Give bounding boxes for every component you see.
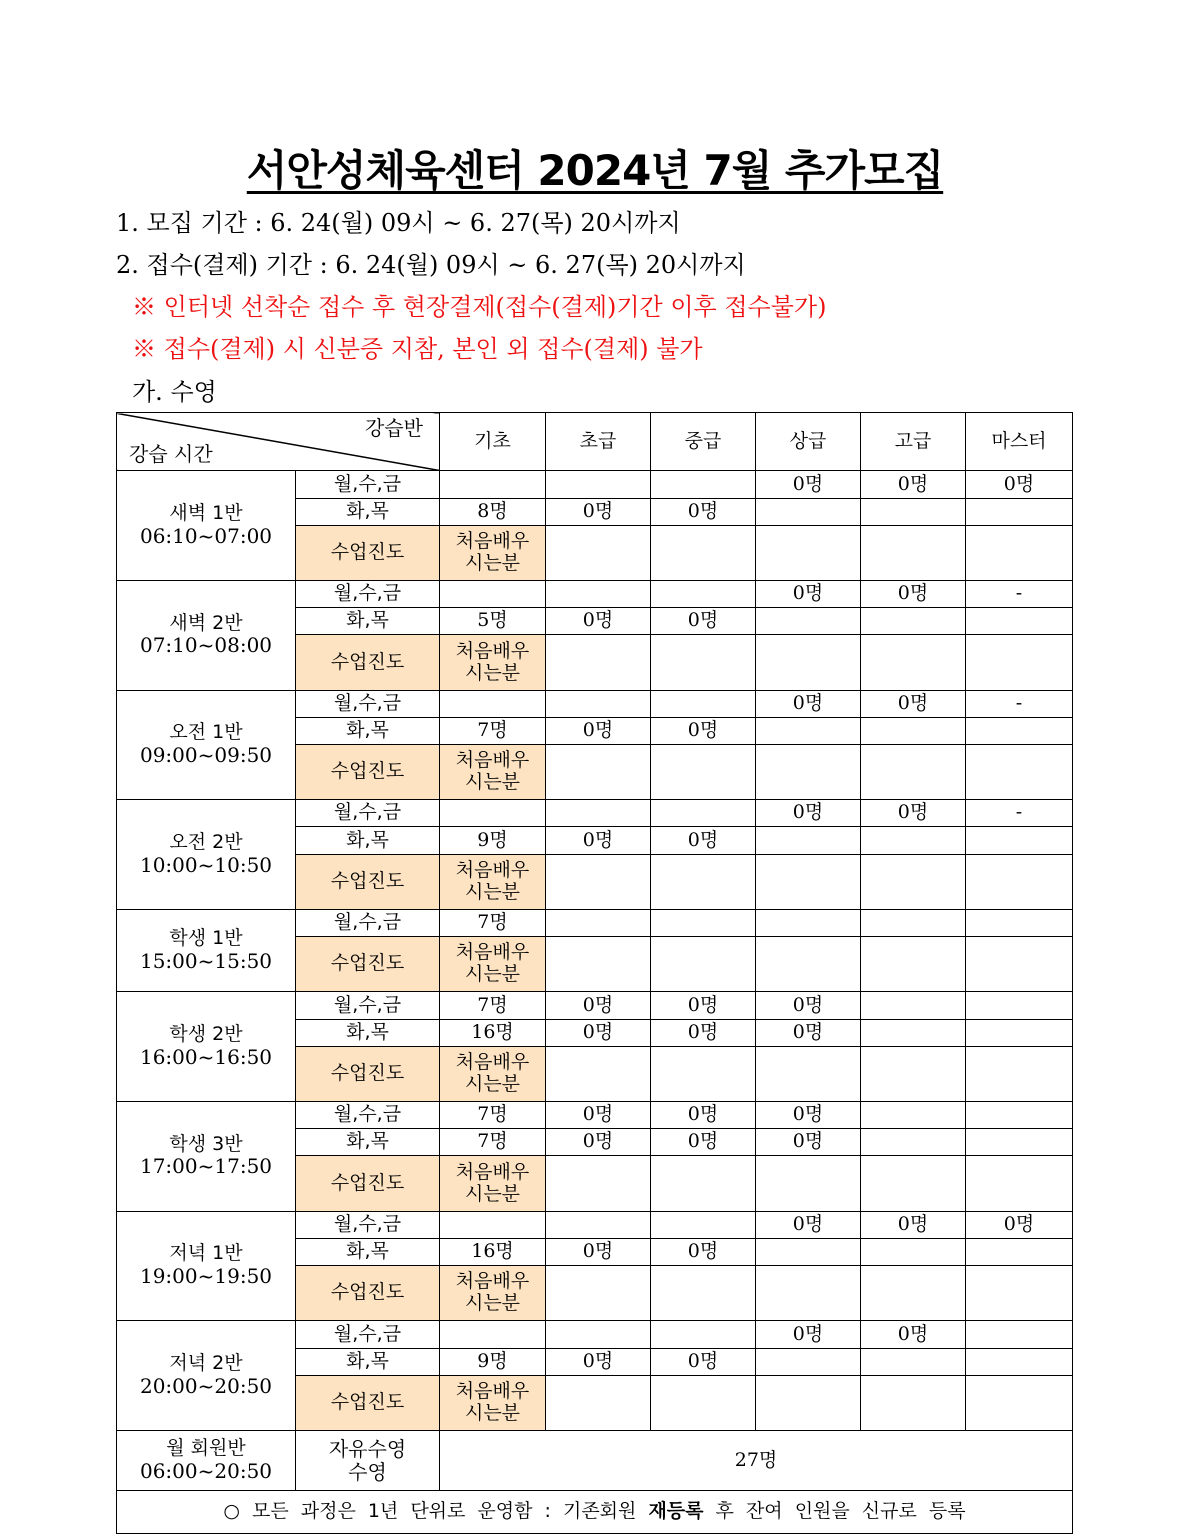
class-name: 새벽 1반 <box>169 501 243 524</box>
empty-cell <box>651 1266 756 1321</box>
empty-cell <box>861 1156 966 1211</box>
count-cell <box>440 581 546 608</box>
empty-cell <box>756 1156 861 1211</box>
count-cell <box>966 1019 1073 1046</box>
class-name: 학생 1반 <box>169 926 243 949</box>
count-cell: 0명 <box>546 1348 651 1375</box>
class-time: 19:00~19:50 <box>139 1264 273 1289</box>
count-cell: 7명 <box>440 992 546 1019</box>
monthly-type: 자유수영 <box>328 1436 407 1461</box>
recruit-period: 1. 모집 기간 : 6. 24(월) 09시 ~ 6. 27(목) 20시까지 <box>116 209 681 237</box>
level-header: 초급 <box>546 413 651 471</box>
count-cell: 0명 <box>861 800 966 827</box>
table-row <box>117 800 1073 827</box>
class-time: 10:00~10:50 <box>139 852 273 877</box>
count-cell: 0명 <box>756 1129 861 1156</box>
level-header: 마스터 <box>966 413 1073 471</box>
count-cell <box>546 909 651 936</box>
empty-cell <box>546 1266 651 1321</box>
level-header: 중급 <box>651 413 756 471</box>
count-cell: 0명 <box>756 1321 861 1348</box>
day-cell: 화,목 <box>296 1238 440 1265</box>
count-cell: 0명 <box>546 1238 651 1265</box>
count-cell <box>651 471 756 498</box>
payment-period: 2. 접수(결제) 기간 : 6. 24(월) 09시 ~ 6. 27(목) 20시까지 <box>116 251 746 279</box>
count-cell <box>440 690 546 717</box>
empty-cell <box>861 937 966 992</box>
day-cell: 월,수,금 <box>296 581 440 608</box>
progress-label: 수업진도 <box>296 1375 440 1430</box>
empty-cell <box>861 1046 966 1101</box>
progress-text: 처음배우 <box>455 749 530 772</box>
level-header: 고급 <box>861 413 966 471</box>
count-cell <box>440 1211 546 1238</box>
count-cell: 0명 <box>651 1129 756 1156</box>
table-row <box>117 1321 1073 1348</box>
class-name: 학생 2반 <box>169 1022 243 1045</box>
count-cell: 0명 <box>546 1129 651 1156</box>
count-cell: 0명 <box>651 1348 756 1375</box>
progress-text: 시는분 <box>464 661 521 684</box>
empty-cell <box>966 1375 1073 1430</box>
count-cell: 0명 <box>546 827 651 854</box>
progress-label: 수업진도 <box>296 1156 440 1211</box>
table-row <box>117 1211 1073 1238</box>
progress-value <box>440 744 546 799</box>
count-cell: 16명 <box>440 1238 546 1265</box>
day-cell: 월,수,금 <box>296 909 440 936</box>
progress-value <box>440 525 546 580</box>
monthly-name: 월 회원반 <box>166 1436 246 1459</box>
class-time: 20:00~20:50 <box>139 1373 273 1398</box>
empty-cell <box>861 854 966 909</box>
count-cell <box>756 827 861 854</box>
table-row <box>117 690 1073 717</box>
progress-text: 처음배우 <box>455 1380 530 1403</box>
count-cell: - <box>966 581 1073 608</box>
count-cell: 0명 <box>756 800 861 827</box>
empty-cell <box>546 525 651 580</box>
count-cell: 9명 <box>440 1348 546 1375</box>
class-time: 09:00~09:50 <box>139 743 273 767</box>
count-cell <box>651 800 756 827</box>
count-cell <box>546 581 651 608</box>
day-cell: 화,목 <box>296 498 440 525</box>
empty-cell <box>756 1046 861 1101</box>
class-name: 오전 1반 <box>169 721 243 744</box>
count-cell <box>756 717 861 744</box>
progress-text: 처음배우 <box>455 858 530 881</box>
footer-note <box>117 1491 1073 1534</box>
count-cell: 0명 <box>861 471 966 498</box>
class-name-cell <box>117 690 296 800</box>
empty-cell <box>546 854 651 909</box>
class-name-cell <box>117 909 296 992</box>
count-cell <box>756 498 861 525</box>
count-cell: 0명 <box>756 1102 861 1129</box>
empty-cell <box>651 525 756 580</box>
count-cell: 0명 <box>756 581 861 608</box>
class-name-cell <box>117 992 296 1102</box>
count-cell <box>966 717 1073 744</box>
monthly-time: 06:00~20:50 <box>139 1458 273 1483</box>
count-cell <box>861 1238 966 1265</box>
footer-note-text: 후 잔여 인원을 신규로 등록 <box>715 1500 966 1523</box>
table-row <box>117 471 1073 498</box>
empty-cell <box>756 854 861 909</box>
empty-cell <box>756 744 861 799</box>
class-time: 15:00~15:50 <box>139 948 273 973</box>
day-cell: 화,목 <box>296 717 440 744</box>
empty-cell <box>966 937 1073 992</box>
corner-cell <box>117 413 440 471</box>
count-cell: 9명 <box>440 827 546 854</box>
empty-cell <box>966 525 1073 580</box>
count-cell <box>440 471 546 498</box>
count-cell: 0명 <box>651 1019 756 1046</box>
count-cell <box>966 909 1073 936</box>
empty-cell <box>966 1266 1073 1321</box>
progress-label: 수업진도 <box>296 937 440 992</box>
count-cell: 0명 <box>651 992 756 1019</box>
count-cell: 0명 <box>546 1102 651 1129</box>
empty-cell <box>651 635 756 690</box>
day-cell: 화,목 <box>296 1019 440 1046</box>
count-cell: 7명 <box>440 1129 546 1156</box>
empty-cell <box>966 1046 1073 1101</box>
day-cell: 월,수,금 <box>296 471 440 498</box>
table-row <box>117 581 1073 608</box>
count-cell: 0명 <box>861 1211 966 1238</box>
count-cell <box>861 1348 966 1375</box>
count-cell: 0명 <box>546 608 651 635</box>
count-cell: 0명 <box>651 608 756 635</box>
empty-cell <box>546 1375 651 1430</box>
empty-cell <box>966 635 1073 690</box>
progress-value <box>440 1156 546 1211</box>
empty-cell <box>861 744 966 799</box>
progress-text: 시는분 <box>464 1182 521 1205</box>
empty-cell <box>756 1266 861 1321</box>
count-cell <box>861 992 966 1019</box>
monthly-row <box>117 1431 1073 1491</box>
count-cell: 0명 <box>861 1321 966 1348</box>
monthly-name-cell <box>117 1431 296 1491</box>
progress-value <box>440 635 546 690</box>
count-cell: 7명 <box>440 909 546 936</box>
count-cell: 0명 <box>756 471 861 498</box>
count-cell: 0명 <box>861 690 966 717</box>
footer-note-text: ○ 모든 과정은 1년 단위로 운영함 : 기존회원 <box>223 1500 637 1523</box>
count-cell: 0명 <box>756 690 861 717</box>
class-time: 17:00~17:50 <box>139 1154 273 1179</box>
class-name-cell <box>117 581 296 691</box>
section-title: 가. 수영 <box>132 378 217 406</box>
count-cell <box>861 498 966 525</box>
count-cell <box>756 608 861 635</box>
count-cell: 7명 <box>440 1102 546 1129</box>
empty-cell <box>861 635 966 690</box>
count-cell <box>861 909 966 936</box>
count-cell: 0명 <box>756 1019 861 1046</box>
empty-cell <box>861 1375 966 1430</box>
class-name-cell <box>117 800 296 910</box>
progress-text: 처음배우 <box>455 639 530 662</box>
count-cell <box>756 1238 861 1265</box>
empty-cell <box>546 744 651 799</box>
count-cell <box>440 800 546 827</box>
count-cell <box>966 1348 1073 1375</box>
count-cell <box>546 800 651 827</box>
class-name-cell <box>117 1211 296 1321</box>
progress-text: 처음배우 <box>455 530 530 552</box>
day-cell: 화,목 <box>296 1348 440 1375</box>
count-cell: 0명 <box>756 1211 861 1238</box>
class-name: 저녁 2반 <box>169 1351 243 1374</box>
day-cell: 월,수,금 <box>296 690 440 717</box>
table-row <box>117 992 1073 1019</box>
progress-text: 시는분 <box>464 1072 521 1095</box>
empty-cell <box>966 854 1073 909</box>
empty-cell <box>756 635 861 690</box>
class-name-cell <box>117 471 296 581</box>
footer-note-row <box>117 1491 1073 1534</box>
empty-cell <box>861 525 966 580</box>
count-cell: - <box>966 690 1073 717</box>
count-cell <box>966 1321 1073 1348</box>
empty-cell <box>651 854 756 909</box>
empty-cell <box>546 1046 651 1101</box>
count-cell <box>440 1321 546 1348</box>
count-cell <box>861 827 966 854</box>
empty-cell <box>546 635 651 690</box>
day-cell: 월,수,금 <box>296 1211 440 1238</box>
day-cell: 월,수,금 <box>296 1321 440 1348</box>
count-cell: 0명 <box>651 498 756 525</box>
monthly-count: 27명 <box>440 1431 1073 1491</box>
count-cell <box>546 471 651 498</box>
class-name-cell <box>117 1321 296 1431</box>
count-cell <box>756 909 861 936</box>
class-name: 저녁 1반 <box>169 1242 243 1265</box>
swim-schedule-table <box>116 412 1073 1534</box>
page-title: 서안성체육센터 2024년 7월 추가모집 <box>246 146 944 195</box>
count-cell: 0명 <box>651 1102 756 1129</box>
level-header: 기초 <box>440 413 546 471</box>
count-cell: 0명 <box>966 1211 1073 1238</box>
empty-cell <box>651 1156 756 1211</box>
empty-cell <box>756 1375 861 1430</box>
count-cell <box>861 1129 966 1156</box>
count-cell: 0명 <box>546 717 651 744</box>
count-cell: 0명 <box>861 581 966 608</box>
class-name-cell <box>117 1102 296 1212</box>
count-cell <box>966 992 1073 1019</box>
count-cell: 0명 <box>756 992 861 1019</box>
count-cell <box>651 1321 756 1348</box>
day-cell: 화,목 <box>296 827 440 854</box>
corner-time-label: 강습 시간 <box>129 442 213 467</box>
progress-label: 수업진도 <box>296 635 440 690</box>
empty-cell <box>546 937 651 992</box>
empty-cell <box>756 937 861 992</box>
progress-text: 처음배우 <box>455 1051 530 1074</box>
progress-label: 수업진도 <box>296 1266 440 1321</box>
day-cell: 월,수,금 <box>296 800 440 827</box>
count-cell <box>861 1102 966 1129</box>
empty-cell <box>651 1375 756 1430</box>
progress-value <box>440 937 546 992</box>
count-cell <box>546 690 651 717</box>
progress-text: 시는분 <box>464 551 521 574</box>
table-row <box>117 909 1073 936</box>
count-cell: 0명 <box>966 471 1073 498</box>
count-cell: 0명 <box>546 992 651 1019</box>
day-cell: 월,수,금 <box>296 1102 440 1129</box>
count-cell: 0명 <box>651 827 756 854</box>
progress-text: 처음배우 <box>455 1160 530 1183</box>
count-cell <box>651 581 756 608</box>
progress-value <box>440 1375 546 1430</box>
empty-cell <box>651 1046 756 1101</box>
count-cell <box>861 1019 966 1046</box>
progress-label: 수업진도 <box>296 525 440 580</box>
empty-cell <box>756 525 861 580</box>
class-time: 06:10~07:00 <box>139 523 273 548</box>
empty-cell <box>651 937 756 992</box>
class-time: 07:10~08:00 <box>139 633 273 658</box>
count-cell <box>966 608 1073 635</box>
count-cell <box>546 1321 651 1348</box>
progress-text: 시는분 <box>464 771 521 794</box>
day-cell: 화,목 <box>296 608 440 635</box>
count-cell: 0명 <box>651 717 756 744</box>
monthly-type-cell <box>296 1431 440 1491</box>
count-cell <box>651 690 756 717</box>
count-cell <box>756 1348 861 1375</box>
progress-text: 처음배우 <box>455 941 530 964</box>
class-name: 학생 3반 <box>169 1132 243 1155</box>
empty-cell <box>546 1156 651 1211</box>
corner-class-label: 강습반 <box>365 416 423 440</box>
footer-note-bold: 재등록 <box>648 1500 704 1523</box>
count-cell <box>966 1238 1073 1265</box>
progress-label: 수업진도 <box>296 854 440 909</box>
progress-value <box>440 1266 546 1321</box>
progress-value <box>440 1046 546 1101</box>
count-cell: 0명 <box>546 1019 651 1046</box>
count-cell <box>861 717 966 744</box>
class-name: 새벽 2반 <box>169 611 243 634</box>
class-time: 16:00~16:50 <box>139 1044 273 1069</box>
count-cell <box>651 909 756 936</box>
count-cell <box>546 1211 651 1238</box>
day-cell: 월,수,금 <box>296 992 440 1019</box>
progress-label: 수업진도 <box>296 744 440 799</box>
progress-text: 처음배우 <box>455 1270 530 1293</box>
progress-label: 수업진도 <box>296 1046 440 1101</box>
progress-value <box>440 854 546 909</box>
progress-text: 시는분 <box>464 963 521 986</box>
table-row <box>117 1102 1073 1129</box>
empty-cell <box>861 1266 966 1321</box>
notice-online: ※ 인터넷 선착순 접수 후 현장결제(접수(결제)기간 이후 접수불가) <box>132 293 827 321</box>
notice-id: ※ 접수(결제) 시 신분증 지참, 본인 외 접수(결제) 불가 <box>132 335 703 363</box>
empty-cell <box>966 744 1073 799</box>
empty-cell <box>966 1156 1073 1211</box>
progress-text: 시는분 <box>464 1292 521 1315</box>
monthly-type: 수영 <box>348 1459 387 1484</box>
count-cell <box>966 827 1073 854</box>
count-cell <box>966 1129 1073 1156</box>
count-cell: 7명 <box>440 717 546 744</box>
count-cell: 16명 <box>440 1019 546 1046</box>
count-cell <box>966 498 1073 525</box>
class-name: 오전 2반 <box>169 830 243 853</box>
count-cell: 5명 <box>440 608 546 635</box>
level-header: 상급 <box>756 413 861 471</box>
progress-text: 시는분 <box>464 1401 521 1424</box>
day-cell: 화,목 <box>296 1129 440 1156</box>
count-cell <box>651 1211 756 1238</box>
header-row <box>117 413 1073 471</box>
empty-cell <box>651 744 756 799</box>
count-cell: 0명 <box>651 1238 756 1265</box>
count-cell <box>966 1102 1073 1129</box>
count-cell: 0명 <box>546 498 651 525</box>
count-cell <box>861 608 966 635</box>
count-cell: - <box>966 800 1073 827</box>
count-cell: 8명 <box>440 498 546 525</box>
progress-text: 시는분 <box>464 880 521 903</box>
